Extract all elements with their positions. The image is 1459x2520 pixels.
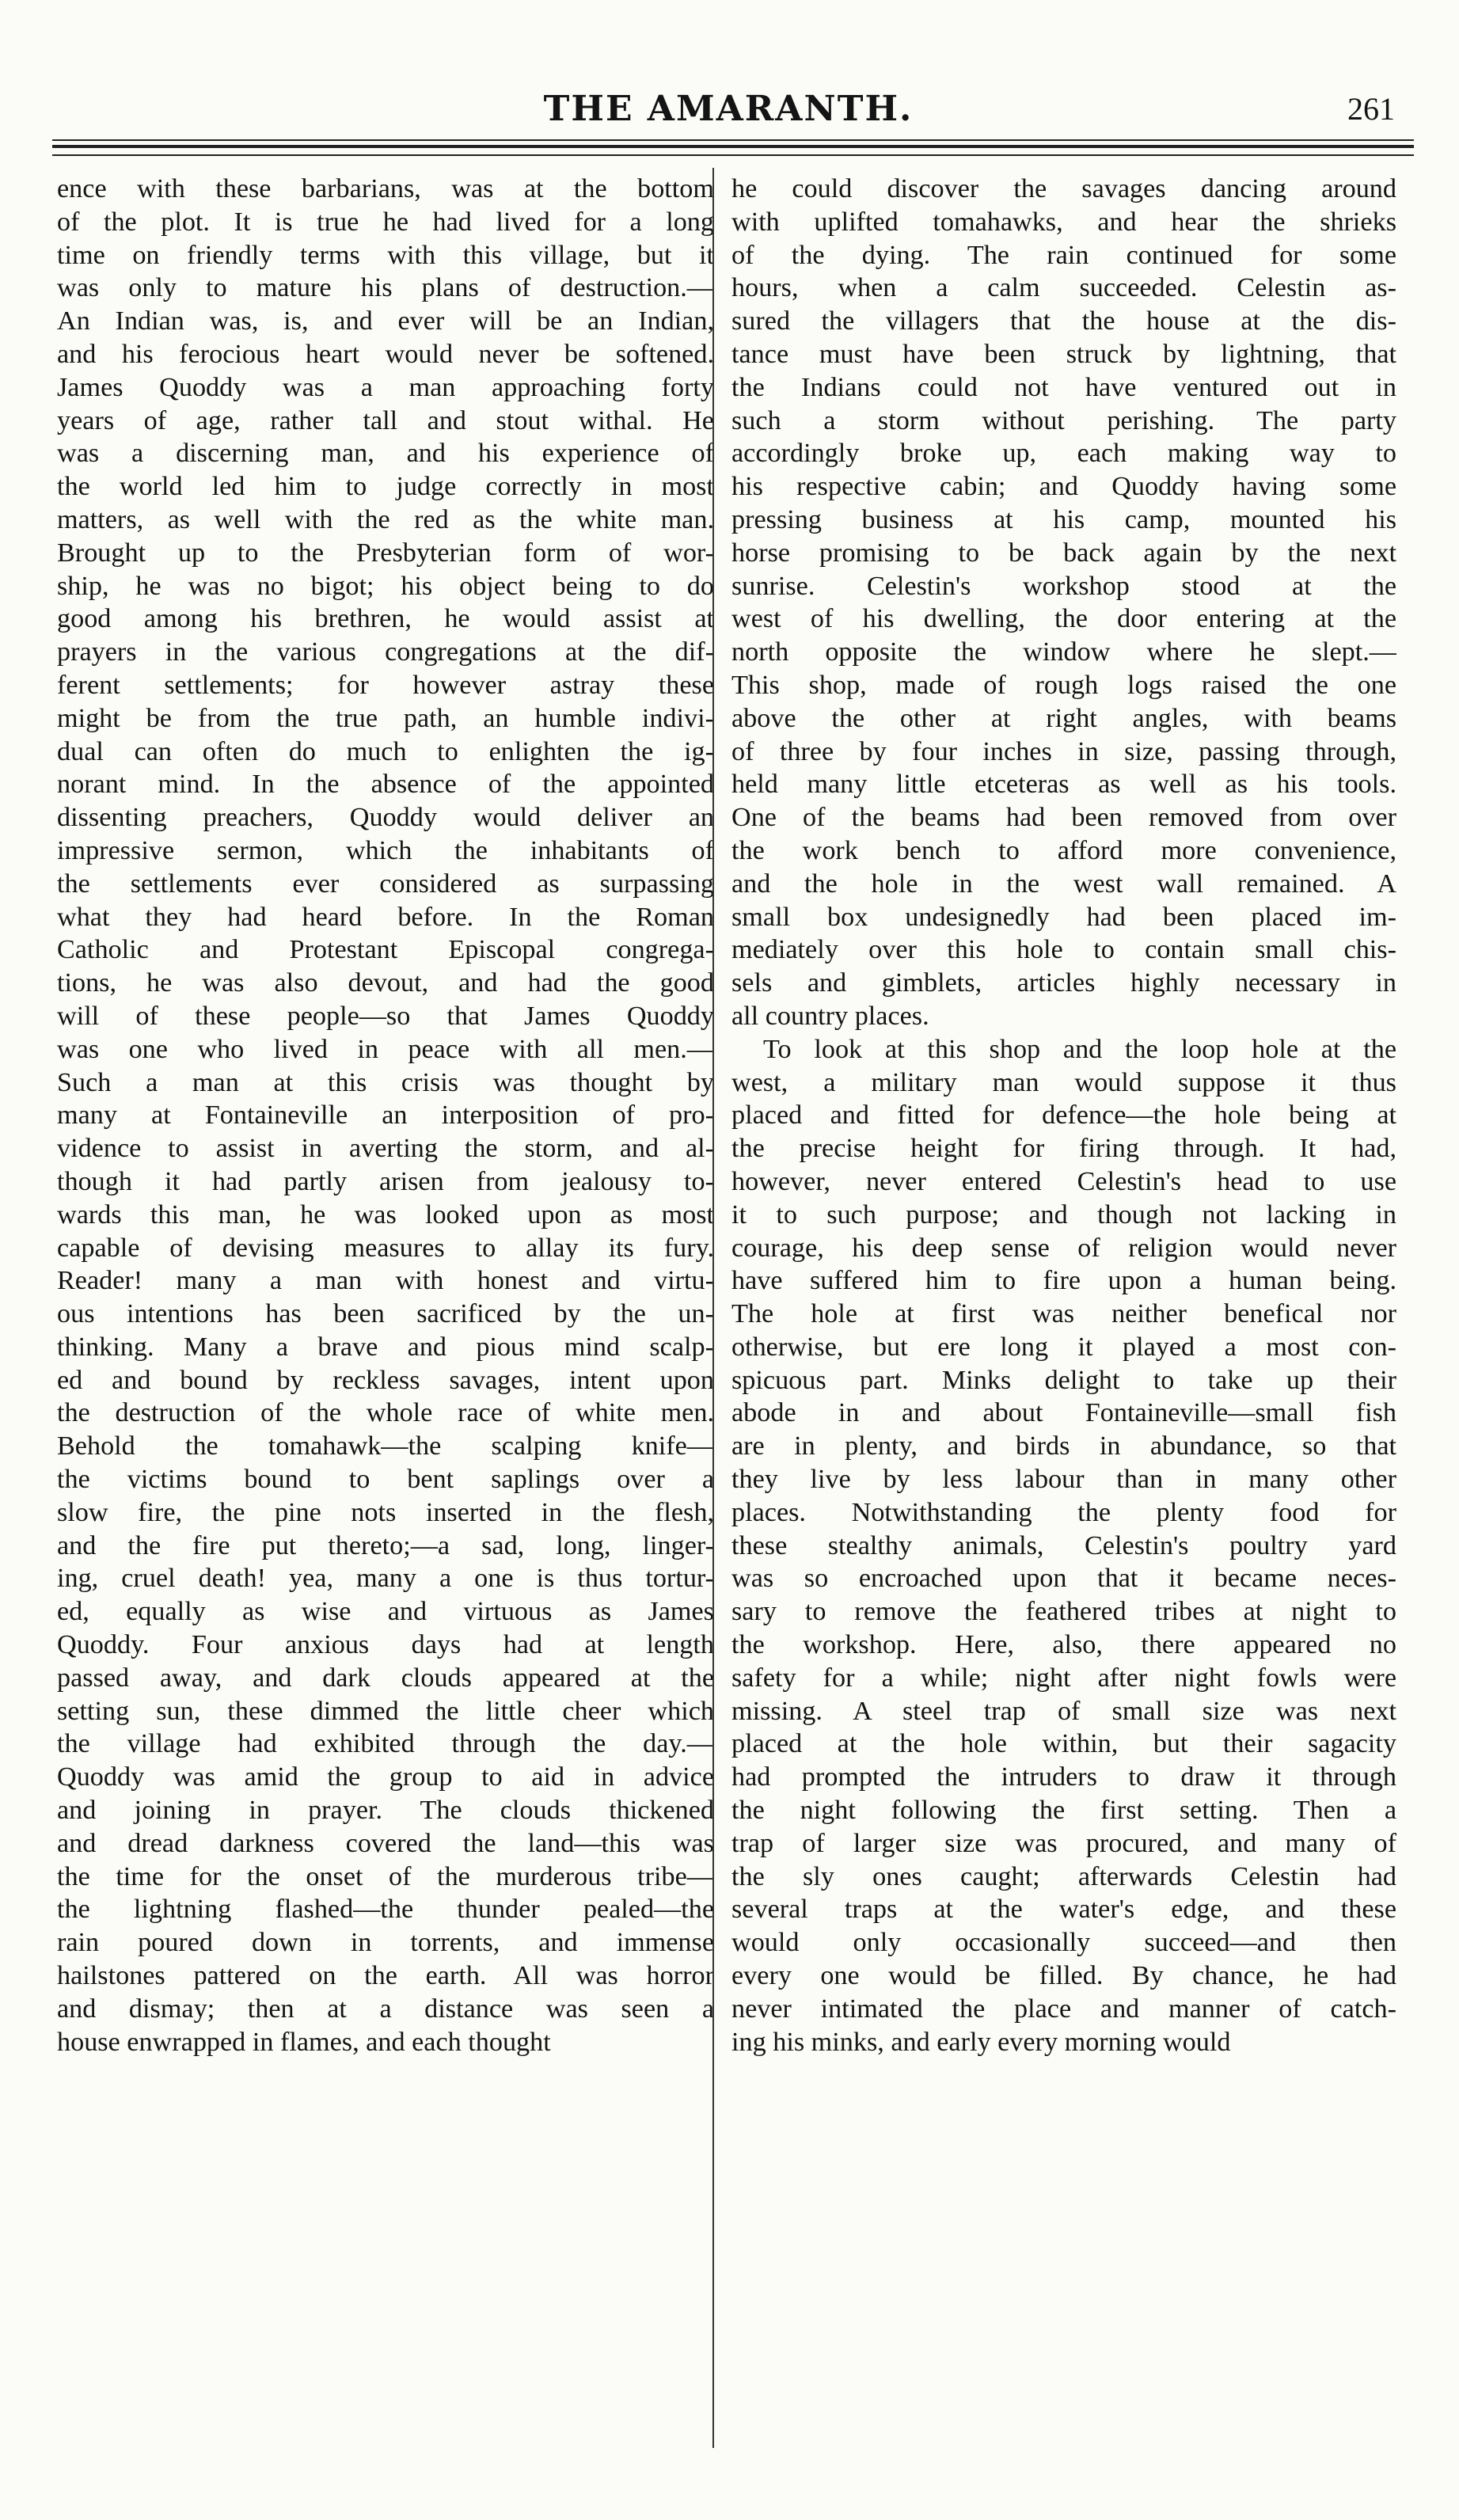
header-rule — [52, 139, 1414, 141]
text-line: the time for the onset of the murderous tribe— — [57, 1861, 714, 1891]
text-line: Behold the tomahawk—the scalping knife— — [57, 1431, 714, 1461]
text-line: rain poured down in torrents, and immense — [57, 1928, 714, 1958]
text-line: all country places. — [731, 1001, 929, 1031]
text-line: thinking. Many a brave and pious mind scalp- — [57, 1332, 714, 1362]
text-line: trap of larger size was procured, and many of — [731, 1828, 1396, 1858]
text-line: ous intentions has been sacrificed by the un- — [57, 1299, 714, 1329]
text-line: the settlements ever considered as surpassing — [57, 869, 714, 899]
text-line: the workshop. Here, also, there appeared no — [731, 1630, 1396, 1660]
text-line: house enwrapped in flames, and each thought — [57, 2027, 551, 2057]
text-line: west, a military man would suppose it thus — [731, 1067, 1396, 1097]
text-line: and his ferocious heart would never be softened. — [57, 339, 714, 369]
text-line: An Indian was, is, and ever will be an Indian, — [57, 306, 714, 336]
text-line: the Indians could not have ventured out in — [731, 372, 1396, 402]
text-line: ship, he was no bigot; his object being to do — [57, 571, 714, 601]
text-line: James Quoddy was a man approaching forty — [57, 372, 714, 402]
text-line: Quoddy was amid the group to aid in advice — [57, 1762, 714, 1792]
text-line: the world led him to judge correctly in most — [57, 472, 714, 502]
text-line: ed and bound by reckless savages, intent upon — [57, 1365, 714, 1395]
text-line: safety for a while; night after night fowls were — [731, 1663, 1396, 1693]
text-line: hours, when a calm succeeded. Celestin as- — [731, 273, 1396, 303]
text-line: he could discover the savages dancing around — [731, 174, 1396, 203]
text-line: years of age, rather tall and stout withal. He — [57, 405, 714, 435]
text-line: small box undesignedly had been placed im- — [731, 902, 1396, 932]
text-line: of the dying. The rain continued for some — [731, 240, 1396, 270]
right-text-column — [731, 173, 1396, 2058]
text-line: and joining in prayer. The clouds thickened — [57, 1796, 714, 1826]
text-line: Brought up to the Presbyterian form of wor- — [57, 538, 714, 568]
text-line: might be from the true path, an humble indivi- — [57, 703, 714, 733]
text-line: the village had exhibited through the day.— — [57, 1729, 714, 1759]
text-line: his respective cabin; and Quoddy having some — [731, 472, 1396, 502]
text-line: the victims bound to bent saplings over a — [57, 1465, 714, 1495]
header-rule — [52, 154, 1414, 156]
text-line: capable of devising measures to allay its fury. — [57, 1233, 714, 1263]
text-line: of three by four inches in size, passing through, — [731, 736, 1396, 766]
text-line: courage, his deep sense of religion would never — [731, 1233, 1396, 1263]
header-rule — [52, 145, 1414, 148]
text-line: setting sun, these dimmed the little cheer which — [57, 1696, 714, 1726]
text-line: good among his brethren, he would assist at — [57, 604, 714, 634]
column-divider — [712, 168, 714, 2448]
text-line: dual can often do much to enlighten the ig- — [57, 736, 714, 766]
text-line: sunrise. Celestin's workshop stood at the — [731, 571, 1396, 601]
text-line: missing. A steel trap of small size was next — [731, 1696, 1396, 1726]
text-line: The hole at first was neither benefical nor — [731, 1299, 1396, 1329]
text-line: above the other at right angles, with beams — [731, 703, 1396, 733]
text-line: Reader! many a man with honest and virtu- — [57, 1266, 714, 1296]
text-line: such a storm without perishing. The party — [731, 405, 1396, 435]
text-line: the destruction of the whole race of white men. — [57, 1398, 714, 1428]
text-line: hailstones pattered on the earth. All was horror — [57, 1961, 714, 1991]
text-line: placed and fitted for defence—the hole being at — [731, 1100, 1396, 1131]
text-line: Such a man at this crisis was thought by — [57, 1067, 714, 1097]
text-line: matters, as well with the red as the white man. — [57, 504, 714, 534]
text-line: impressive sermon, which the inhabitants of — [57, 835, 714, 865]
text-line: This shop, made of rough logs raised the one — [731, 670, 1396, 700]
text-line: places. Notwithstanding the plenty food for — [731, 1497, 1396, 1527]
text-line: mediately over this hole to contain small chis- — [731, 935, 1396, 965]
text-line: west of his dwelling, the door entering at the — [731, 604, 1396, 634]
text-line: the sly ones caught; afterwards Celestin had — [731, 1861, 1396, 1891]
text-line: To look at this shop and the loop hole at the — [763, 1034, 1396, 1064]
text-line: passed away, and dark clouds appeared at the — [57, 1663, 714, 1693]
text-line: and the fire put thereto;—a sad, long, linger- — [57, 1530, 714, 1560]
text-line: sels and gimblets, articles highly necessary in — [731, 968, 1396, 998]
text-line: they live by less labour than in many other — [731, 1465, 1396, 1495]
text-line: sured the villagers that the house at the dis- — [731, 306, 1396, 336]
text-line: vidence to assist in averting the storm, and al- — [57, 1134, 714, 1164]
text-line: sary to remove the feathered tribes at night to — [731, 1597, 1396, 1627]
text-line: are in plenty, and birds in abundance, so that — [731, 1431, 1396, 1461]
text-line: was a discerning man, and his experience of — [57, 439, 714, 469]
text-line: pressing business at his camp, mounted his — [731, 504, 1396, 534]
text-line: ing, cruel death! yea, many a one is thus tortur- — [57, 1564, 714, 1594]
text-line: it to such purpose; and though not lacking in — [731, 1199, 1396, 1230]
text-line: these stealthy animals, Celestin's poultry yard — [731, 1530, 1396, 1560]
text-line: was so encroached upon that it became neces- — [731, 1564, 1396, 1594]
text-line: the work bench to afford more convenience, — [731, 835, 1396, 865]
running-title: THE AMARANTH. — [543, 89, 914, 129]
text-line: wards this man, he was looked upon as most — [57, 1199, 714, 1230]
text-line: of the plot. It is true he had lived for a long — [57, 207, 714, 237]
text-line: several traps at the water's edge, and these — [731, 1895, 1396, 1925]
text-line: however, never entered Celestin's head to use — [731, 1166, 1396, 1196]
text-line: the lightning flashed—the thunder pealed—the — [57, 1895, 714, 1925]
page-number: 261 — [1347, 91, 1395, 127]
text-line: though it had partly arisen from jealousy to- — [57, 1166, 714, 1196]
text-line: tions, he was also devout, and had the good — [57, 968, 714, 998]
text-line: otherwise, but ere long it played a most con- — [731, 1332, 1396, 1362]
text-line: spicuous part. Minks delight to take up their — [731, 1365, 1396, 1395]
left-text-column — [57, 173, 714, 2058]
page-header — [47, 86, 1409, 141]
text-line: One of the beams had been removed from over — [731, 803, 1396, 833]
text-line: Quoddy. Four anxious days had at length — [57, 1630, 714, 1660]
text-line: norant mind. In the absence of the appointed — [57, 770, 714, 800]
text-line: had prompted the intruders to draw it through — [731, 1762, 1396, 1792]
text-line: accordingly broke up, each making way to — [731, 439, 1396, 469]
text-line: placed at the hole within, but their sagacity — [731, 1729, 1396, 1759]
text-line: slow fire, the pine nots inserted in the flesh, — [57, 1497, 714, 1527]
text-line: Catholic and Protestant Episcopal congrega- — [57, 935, 714, 965]
text-line: would only occasionally succeed—and then — [731, 1928, 1396, 1958]
text-line: never intimated the place and manner of catch- — [731, 1994, 1396, 2024]
text-line: many at Fontaineville an interposition of pro- — [57, 1100, 714, 1131]
text-line: the night following the first setting. Then a — [731, 1796, 1396, 1826]
text-line: north opposite the window where he slept.— — [731, 637, 1396, 667]
text-line: and dismay; then at a distance was seen a — [57, 1994, 714, 2024]
text-line: ence with these barbarians, was at the bottom — [57, 174, 714, 203]
text-line: dissenting preachers, Quoddy would deliver an — [57, 803, 714, 833]
text-line: with uplifted tomahawks, and hear the shrieks — [731, 207, 1396, 237]
text-line: time on friendly terms with this village, but it — [57, 240, 714, 270]
text-line: and dread darkness covered the land—this was — [57, 1828, 714, 1858]
text-line: ferent settlements; for however astray these — [57, 670, 714, 700]
text-line: and the hole in the west wall remained. A — [731, 869, 1396, 899]
text-line: held many little etceteras as well as his tools. — [731, 770, 1396, 800]
text-line: every one would be filled. By chance, he had — [731, 1961, 1396, 1991]
text-line: tance must have been struck by lightning, that — [731, 339, 1396, 369]
text-line: horse promising to be back again by the next — [731, 538, 1396, 568]
text-line: the precise height for firing through. It had, — [731, 1134, 1396, 1164]
text-line: have suffered him to fire upon a human being. — [731, 1266, 1396, 1296]
text-line: what they had heard before. In the Roman — [57, 902, 714, 932]
text-line: was one who lived in peace with all men.— — [57, 1034, 714, 1064]
text-line: abode in and about Fontaineville—small fish — [731, 1398, 1396, 1428]
text-line: ed, equally as wise and virtuous as James — [57, 1597, 714, 1627]
text-line: was only to mature his plans of destruction.— — [57, 273, 714, 303]
text-line: will of these people—so that James Quoddy — [57, 1001, 714, 1031]
text-line: prayers in the various congregations at the dif- — [57, 637, 714, 667]
text-line: ing his minks, and early every morning would — [731, 2027, 1231, 2057]
